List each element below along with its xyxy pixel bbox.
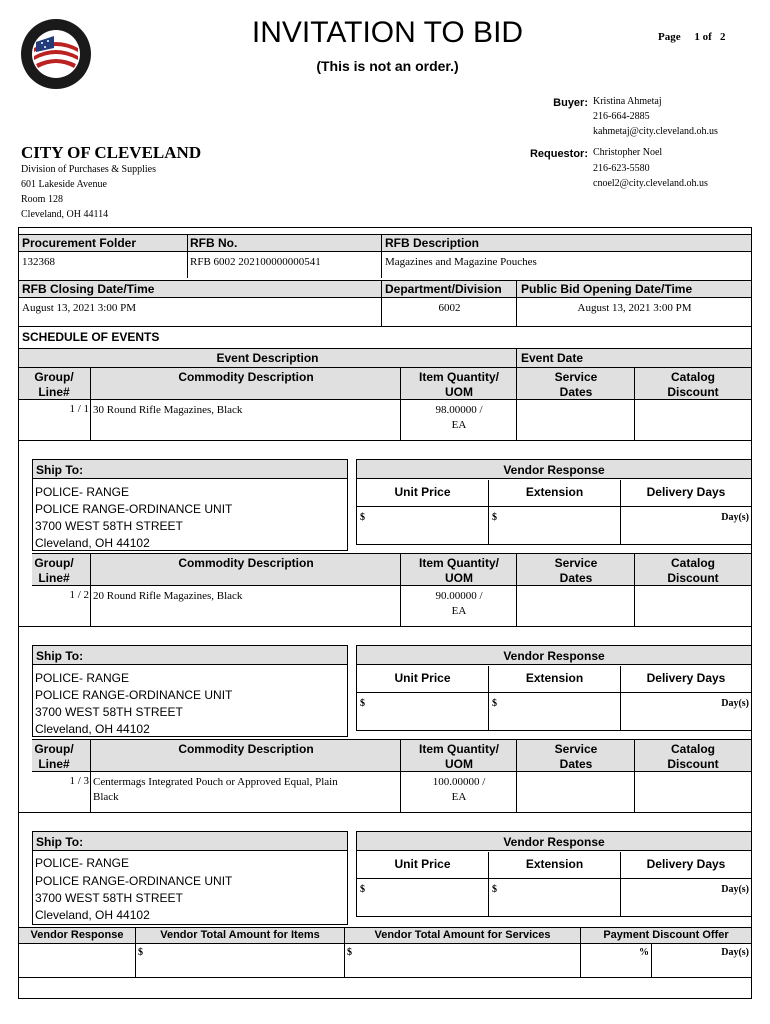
service-dates-header: Service Dates (554, 370, 598, 399)
requestor-email[interactable]: cnoel2@city.cleveland.oh.us (593, 178, 708, 189)
commodity-header: Commodity Description (178, 556, 314, 570)
commodity-description: 30 Round Rifle Magazines, Black (93, 404, 243, 416)
ship-to-label: Ship To: (36, 835, 84, 849)
commodity-description: Centermags Integrated Pouch or Approved Equal, Plain Black (93, 776, 338, 803)
rfb-description-value: Magazines and Magazine Pouches (385, 256, 537, 268)
ship-to-street: 3700 WEST 58TH STREET (35, 519, 183, 533)
commodity-header: Commodity Description (178, 742, 314, 756)
service-dates-header: Service Dates (554, 556, 598, 585)
extension-label: Extension (525, 857, 584, 871)
unit-price-label: Unit Price (394, 485, 451, 499)
footer-total-services-label: Vendor Total Amount for Services (374, 929, 551, 941)
buyer-phone: 216-664-2885 (593, 111, 650, 122)
commodity-description: 20 Round Rifle Magazines, Black (93, 590, 243, 602)
extension-input[interactable]: $ (492, 884, 497, 895)
group-line-header: Group/ Line# (34, 742, 74, 771)
catalog-discount-header: Catalog Discount (667, 556, 719, 585)
delivery-days-input[interactable]: Day(s) (721, 512, 749, 523)
ship-to-city: Cleveland, OH 44102 (35, 908, 150, 922)
delivery-days-label: Delivery Days (646, 671, 726, 685)
requestor-phone: 216-623-5580 (593, 163, 650, 174)
qty-header: Item Quantity/ UOM (418, 556, 499, 585)
ship-to-name: POLICE- RANGE (35, 485, 130, 499)
delivery-days-label: Delivery Days (646, 857, 726, 871)
catalog-discount-header: Catalog Discount (667, 742, 719, 771)
vendor-response-label: Vendor Response (503, 649, 605, 663)
ship-to-city: Cleveland, OH 44102 (35, 536, 150, 550)
ship-to-label: Ship To: (36, 649, 84, 663)
buyer-name: Kristina Ahmetaj (593, 96, 662, 107)
catalog-discount-header: Catalog Discount (667, 370, 719, 399)
group-line-header: Group/ Line# (34, 370, 74, 399)
org-street: 601 Lakeside Avenue (21, 179, 107, 190)
commodity-header: Commodity Description (178, 370, 314, 384)
group-line-header: Group/ Line# (34, 556, 74, 585)
rfb-no-label: RFB No. (190, 236, 238, 250)
vendor-response-label: Vendor Response (503, 835, 605, 849)
rfb-description-label: RFB Description (385, 236, 480, 250)
total-items-input[interactable]: $ (138, 947, 143, 958)
delivery-days-input[interactable]: Day(s) (721, 698, 749, 709)
buyer-label: Buyer: (553, 97, 588, 109)
item-quantity: 98.00000 / EA (435, 404, 483, 431)
ship-to-unit: POLICE RANGE-ORDINANCE UNIT (35, 502, 233, 516)
line-number: 1 / 2 (69, 589, 89, 601)
unit-price-input[interactable]: $ (360, 884, 365, 895)
event-date-label: Event Date (521, 351, 584, 365)
event-description-label: Event Description (216, 351, 319, 365)
org-room: Room 128 (21, 194, 63, 205)
opening-value: August 13, 2021 3:00 PM (577, 302, 692, 314)
unit-price-input[interactable]: $ (360, 698, 365, 709)
discount-days-input[interactable]: Day(s) (721, 947, 749, 958)
unit-price-input[interactable]: $ (360, 512, 365, 523)
department-label: Department/Division (385, 282, 502, 296)
extension-label: Extension (525, 485, 584, 499)
extension-input[interactable]: $ (492, 512, 497, 523)
unit-price-label: Unit Price (394, 857, 451, 871)
rfb-no-value: RFB 6002 202100000000541 (190, 256, 321, 268)
delivery-days-input[interactable]: Day(s) (721, 884, 749, 895)
requestor-name: Christopher Noel (593, 147, 663, 158)
closing-label: RFB Closing Date/Time (22, 282, 155, 296)
seal-icon (20, 18, 92, 90)
city-seal-logo (20, 18, 92, 90)
line-number: 1 / 3 (69, 775, 89, 787)
line-number: 1 / 1 (69, 403, 89, 415)
vendor-response-label: Vendor Response (503, 463, 605, 477)
total-services-input[interactable]: $ (347, 947, 352, 958)
service-dates-header: Service Dates (554, 742, 598, 771)
opening-label: Public Bid Opening Date/Time (521, 282, 693, 296)
extension-label: Extension (525, 671, 584, 685)
footer-total-items-label: Vendor Total Amount for Items (160, 929, 320, 941)
item-quantity: 90.00000 / EA (435, 590, 483, 617)
qty-header: Item Quantity/ UOM (418, 370, 499, 399)
buyer-email[interactable]: kahmetaj@city.cleveland.oh.us (593, 126, 718, 137)
footer-payment-discount-label: Payment Discount Offer (603, 929, 729, 941)
ship-to-label: Ship To: (36, 463, 84, 477)
unit-price-label: Unit Price (394, 671, 451, 685)
org-name: CITY OF CLEVELAND (21, 143, 202, 162)
item-quantity: 100.00000 / EA (432, 776, 486, 803)
closing-value: August 13, 2021 3:00 PM (22, 302, 136, 314)
schedule-label: SCHEDULE OF EVENTS (22, 330, 160, 344)
document-title: INVITATION TO BID (251, 16, 524, 49)
ship-to-street: 3700 WEST 58TH STREET (35, 891, 183, 905)
extension-input[interactable]: $ (492, 698, 497, 709)
procurement-folder-label: Procurement Folder (22, 236, 137, 250)
ship-to-city: Cleveland, OH 44102 (35, 722, 150, 736)
procurement-folder-value: 132368 (22, 256, 55, 268)
org-city: Cleveland, OH 44114 (21, 209, 109, 220)
ship-to-unit: POLICE RANGE-ORDINANCE UNIT (35, 688, 233, 702)
document-subtitle: (This is not an order.) (316, 58, 459, 74)
ship-to-name: POLICE- RANGE (35, 671, 130, 685)
footer-vendor-response-label: Vendor Response (30, 929, 124, 941)
qty-header: Item Quantity/ UOM (418, 742, 499, 771)
requestor-label: Requestor: (529, 148, 588, 160)
page-indicator: Page 1 of 2 (658, 31, 726, 43)
department-value: 6002 (438, 302, 461, 314)
ship-to-street: 3700 WEST 58TH STREET (35, 705, 183, 719)
ship-to-unit: POLICE RANGE-ORDINANCE UNIT (35, 874, 233, 888)
discount-percent-input[interactable]: % (639, 947, 649, 958)
delivery-days-label: Delivery Days (646, 485, 726, 499)
ship-to-name: POLICE- RANGE (35, 856, 130, 870)
org-division: Division of Purchases & Supplies (21, 164, 156, 175)
